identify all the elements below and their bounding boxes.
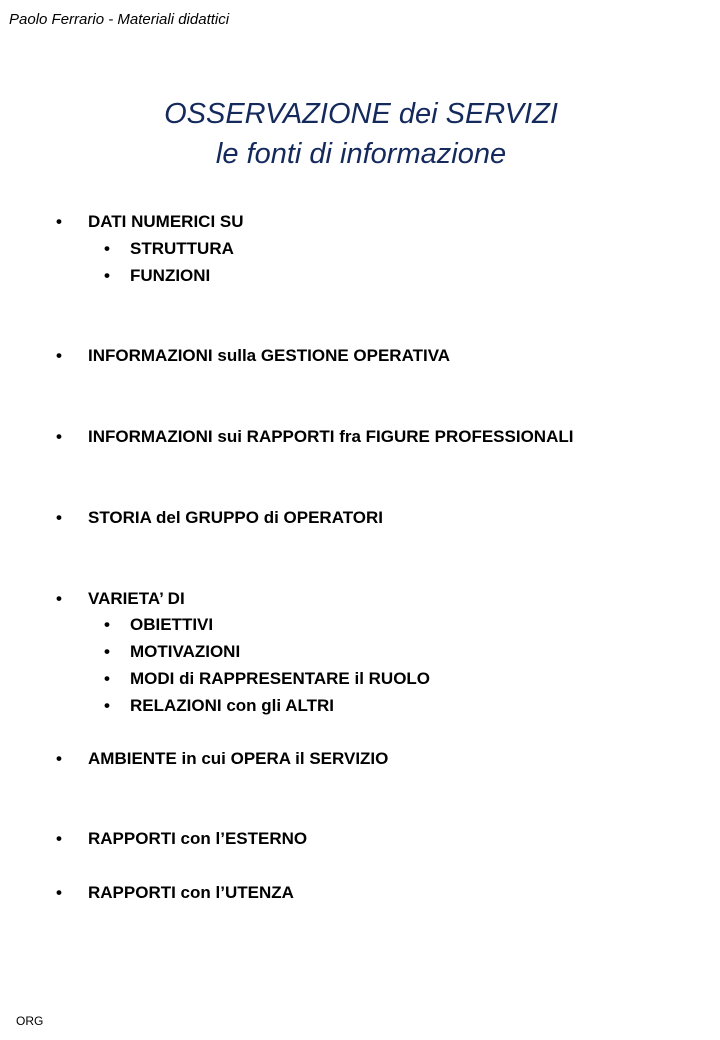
list-item-text: RAPPORTI con l’ESTERNO bbox=[88, 829, 308, 848]
sub-list-item-text: MOTIVAZIONI bbox=[130, 642, 241, 661]
bullet-icon: • bbox=[56, 589, 62, 608]
bullet-icon: • bbox=[56, 212, 62, 231]
bullet-icon: • bbox=[104, 239, 110, 258]
bullet-icon: • bbox=[104, 669, 110, 688]
list-item bbox=[56, 345, 450, 367]
sub-list-item bbox=[104, 611, 430, 638]
list-item bbox=[56, 426, 573, 448]
sub-list-item bbox=[104, 262, 234, 289]
sub-list-item-text: RELAZIONI con gli ALTRI bbox=[130, 696, 334, 715]
list-item bbox=[56, 211, 244, 233]
sub-list-item bbox=[104, 692, 430, 719]
bullet-icon: • bbox=[56, 829, 62, 848]
sub-list bbox=[104, 235, 234, 289]
sub-list bbox=[104, 611, 430, 719]
bullet-icon: • bbox=[56, 346, 62, 365]
sub-list-item bbox=[104, 638, 430, 665]
bullet-icon: • bbox=[104, 266, 110, 285]
sub-list-item-text: MODI di RAPPRESENTARE il RUOLO bbox=[130, 669, 431, 688]
bullet-icon: • bbox=[56, 749, 62, 768]
bullet-icon: • bbox=[56, 508, 62, 527]
bullet-icon: • bbox=[104, 615, 110, 634]
list-item-text: VARIETA’ DI bbox=[88, 589, 185, 608]
bullet-icon: • bbox=[56, 883, 62, 902]
list-item-text: INFORMAZIONI sulla GESTIONE OPERATIVA bbox=[88, 346, 451, 365]
title-line-2: le fonti di informazione bbox=[215, 138, 507, 170]
list-item bbox=[56, 748, 388, 770]
list-item bbox=[56, 507, 383, 529]
sub-list-item-text: FUNZIONI bbox=[130, 266, 211, 285]
bullet-icon: • bbox=[104, 696, 110, 715]
bullet-icon: • bbox=[104, 642, 110, 661]
list-item-text: STORIA del GRUPPO di OPERATORI bbox=[88, 508, 384, 527]
list-item-text: AMBIENTE in cui OPERA il SERVIZIO bbox=[88, 749, 389, 768]
header-author-note: Paolo Ferrario - Materiali didattici bbox=[9, 11, 230, 28]
bullet-icon: • bbox=[56, 427, 62, 446]
list-item bbox=[56, 828, 307, 850]
title-line-1: OSSERVAZIONE dei SERVIZI bbox=[164, 98, 558, 130]
page-title bbox=[0, 94, 720, 174]
list-item-text: RAPPORTI con l’UTENZA bbox=[88, 883, 294, 902]
sub-list-item-text: OBIETTIVI bbox=[130, 615, 214, 634]
sub-list-item bbox=[104, 235, 234, 262]
footer-label: ORG bbox=[16, 1014, 44, 1028]
list-item bbox=[56, 588, 185, 610]
sub-list-item bbox=[104, 665, 430, 692]
list-item-text: INFORMAZIONI sui RAPPORTI fra FIGURE PROFESSIONALI bbox=[88, 427, 574, 446]
sub-list-item-text: STRUTTURA bbox=[130, 239, 234, 258]
list-item bbox=[56, 882, 294, 904]
list-item-text: DATI NUMERICI SU bbox=[88, 212, 244, 231]
